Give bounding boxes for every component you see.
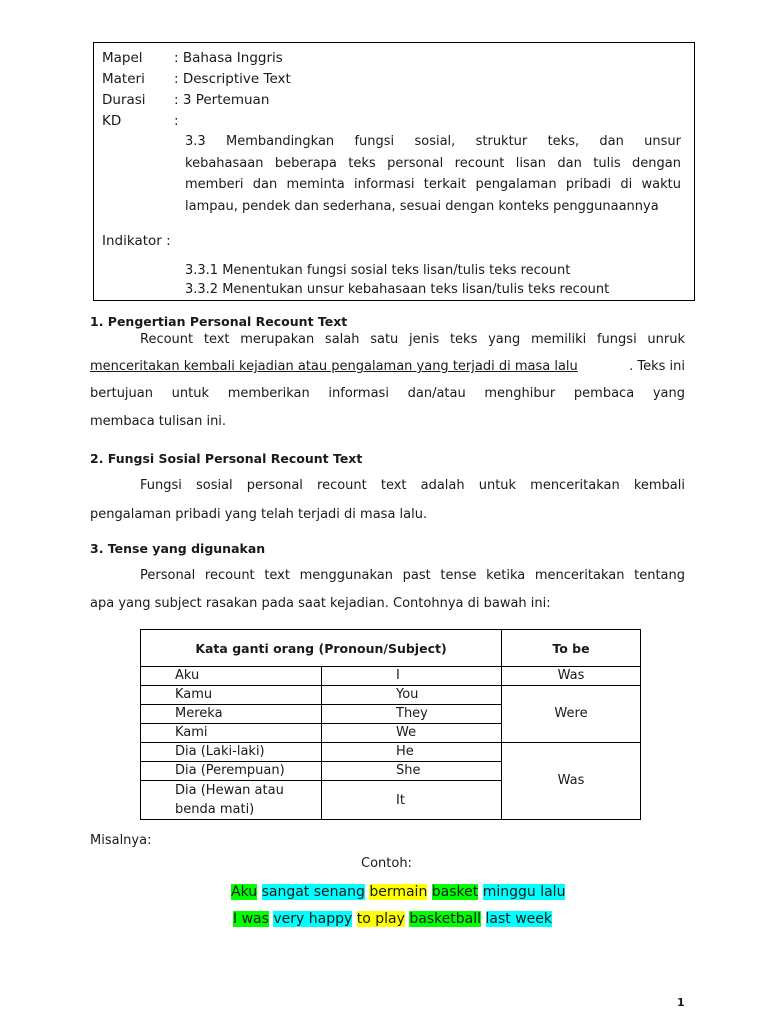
section2-line-2: pengalaman pribadi yang telah terjadi di masa lalu. bbox=[90, 507, 428, 522]
durasi-value: : 3 Pertemuan bbox=[174, 92, 270, 108]
indikator-2: 3.3.2 Menentukan unsur kebahasaan teks lisan/tulis teks recount bbox=[185, 282, 610, 297]
pronoun-indo: Aku bbox=[141, 667, 322, 686]
indikator-label: Indikator : bbox=[102, 233, 171, 249]
table-row bbox=[141, 743, 641, 762]
section2-heading: 2. Fungsi Sosial Personal Recount Text bbox=[90, 451, 363, 466]
tobe-cell: Were bbox=[502, 686, 641, 743]
pronoun-indo: Mereka bbox=[141, 705, 322, 724]
pronoun-table bbox=[140, 629, 641, 820]
pronoun-eng: They bbox=[322, 705, 502, 724]
example-eng-word: basketball bbox=[409, 911, 482, 927]
example-english bbox=[233, 911, 552, 927]
pronoun-eng: You bbox=[322, 686, 502, 705]
example-indo-word: basket bbox=[431, 884, 479, 900]
section1-line-2-rest: . Teks ini bbox=[629, 359, 685, 374]
pronoun-indo-multiline bbox=[141, 781, 322, 820]
table-row bbox=[141, 686, 641, 705]
example-indo-word: sangat senang bbox=[261, 884, 365, 900]
pronoun-indo: Dia (Perempuan) bbox=[141, 762, 322, 781]
example-eng-word: last week bbox=[485, 911, 552, 927]
header-tobe: To be bbox=[502, 630, 641, 667]
kd-line-2: kebahasaan beberapa teks personal recount lisan dan tulis dengan bbox=[185, 156, 681, 171]
section1-line-1: Recount text merupakan salah satu jenis teks yang memiliki fungsi unruk bbox=[140, 332, 685, 347]
mapel-label: Mapel bbox=[102, 50, 143, 66]
kd-colon: : bbox=[174, 113, 179, 129]
section1-underlined: menceritakan kembali kejadian atau pengalaman yang terjadi di masa lalu bbox=[90, 359, 578, 374]
example-indonesian bbox=[231, 884, 565, 900]
pronoun-eng: We bbox=[322, 724, 502, 743]
header-pronoun: Kata ganti orang (Pronoun/Subject) bbox=[141, 630, 502, 667]
table-row bbox=[141, 667, 641, 686]
tobe-cell: Was bbox=[502, 743, 641, 820]
section1-line-4: membaca tulisan ini. bbox=[90, 414, 227, 429]
indikator-1: 3.3.1 Menentukan fungsi sosial teks lisan/tulis teks recount bbox=[185, 263, 571, 278]
pronoun-indo: Kamu bbox=[141, 686, 322, 705]
section2-line-1: Fungsi sosial personal recount text adalah untuk menceritakan kembali bbox=[140, 478, 685, 493]
materi-label: Materi bbox=[102, 71, 145, 87]
pronoun-indo: Kami bbox=[141, 724, 322, 743]
section1-line-3: bertujuan untuk memberikan informasi dan/atau menghibur pembaca yang bbox=[90, 386, 685, 401]
example-eng-word: I was bbox=[233, 911, 269, 927]
example-eng-word: to play bbox=[356, 911, 405, 927]
section1-heading: 1. Pengertian Personal Recount Text bbox=[90, 314, 348, 329]
pronoun-indo: Dia (Hewan atau bbox=[175, 783, 284, 798]
kd-line-4: lampau, pendek dan sederhana, sesuai dengan konteks penggunaannya bbox=[185, 199, 659, 214]
section1-line-2 bbox=[90, 359, 685, 374]
materi-value: : Descriptive Text bbox=[174, 71, 291, 87]
pronoun-eng: I bbox=[322, 667, 502, 686]
pronoun-eng: She bbox=[322, 762, 502, 781]
kd-label: KD bbox=[102, 113, 122, 129]
section3-line-2: apa yang subject rasakan pada saat kejadian. Contohnya di bawah ini: bbox=[90, 596, 551, 611]
misalnya-label: Misalnya: bbox=[90, 833, 152, 848]
kd-line-1: 3.3 Membandingkan fungsi sosial, struktur teks, dan unsur bbox=[185, 134, 681, 149]
pronoun-eng: He bbox=[322, 743, 502, 762]
durasi-label: Durasi bbox=[102, 92, 146, 108]
mapel-value: : Bahasa Inggris bbox=[174, 50, 283, 66]
pronoun-indo-cont: benda mati) bbox=[175, 802, 255, 817]
example-eng-word: very happy bbox=[273, 911, 353, 927]
pronoun-indo: Dia (Laki-laki) bbox=[141, 743, 322, 762]
tobe-cell: Was bbox=[502, 667, 641, 686]
page-number: 1 bbox=[677, 996, 685, 1009]
example-indo-word: Aku bbox=[231, 884, 258, 900]
kd-line-3: memberi dan meminta informasi terkait pengalaman pribadi di waktu bbox=[185, 177, 681, 192]
pronoun-eng: It bbox=[322, 781, 502, 820]
section3-line-1: Personal recount text menggunakan past tense ketika menceritakan tentang bbox=[140, 568, 685, 583]
example-indo-word: bermain bbox=[369, 884, 428, 900]
example-indo-word: minggu lalu bbox=[482, 884, 566, 900]
section3-heading: 3. Tense yang digunakan bbox=[90, 541, 266, 556]
contoh-label: Contoh: bbox=[361, 856, 412, 871]
